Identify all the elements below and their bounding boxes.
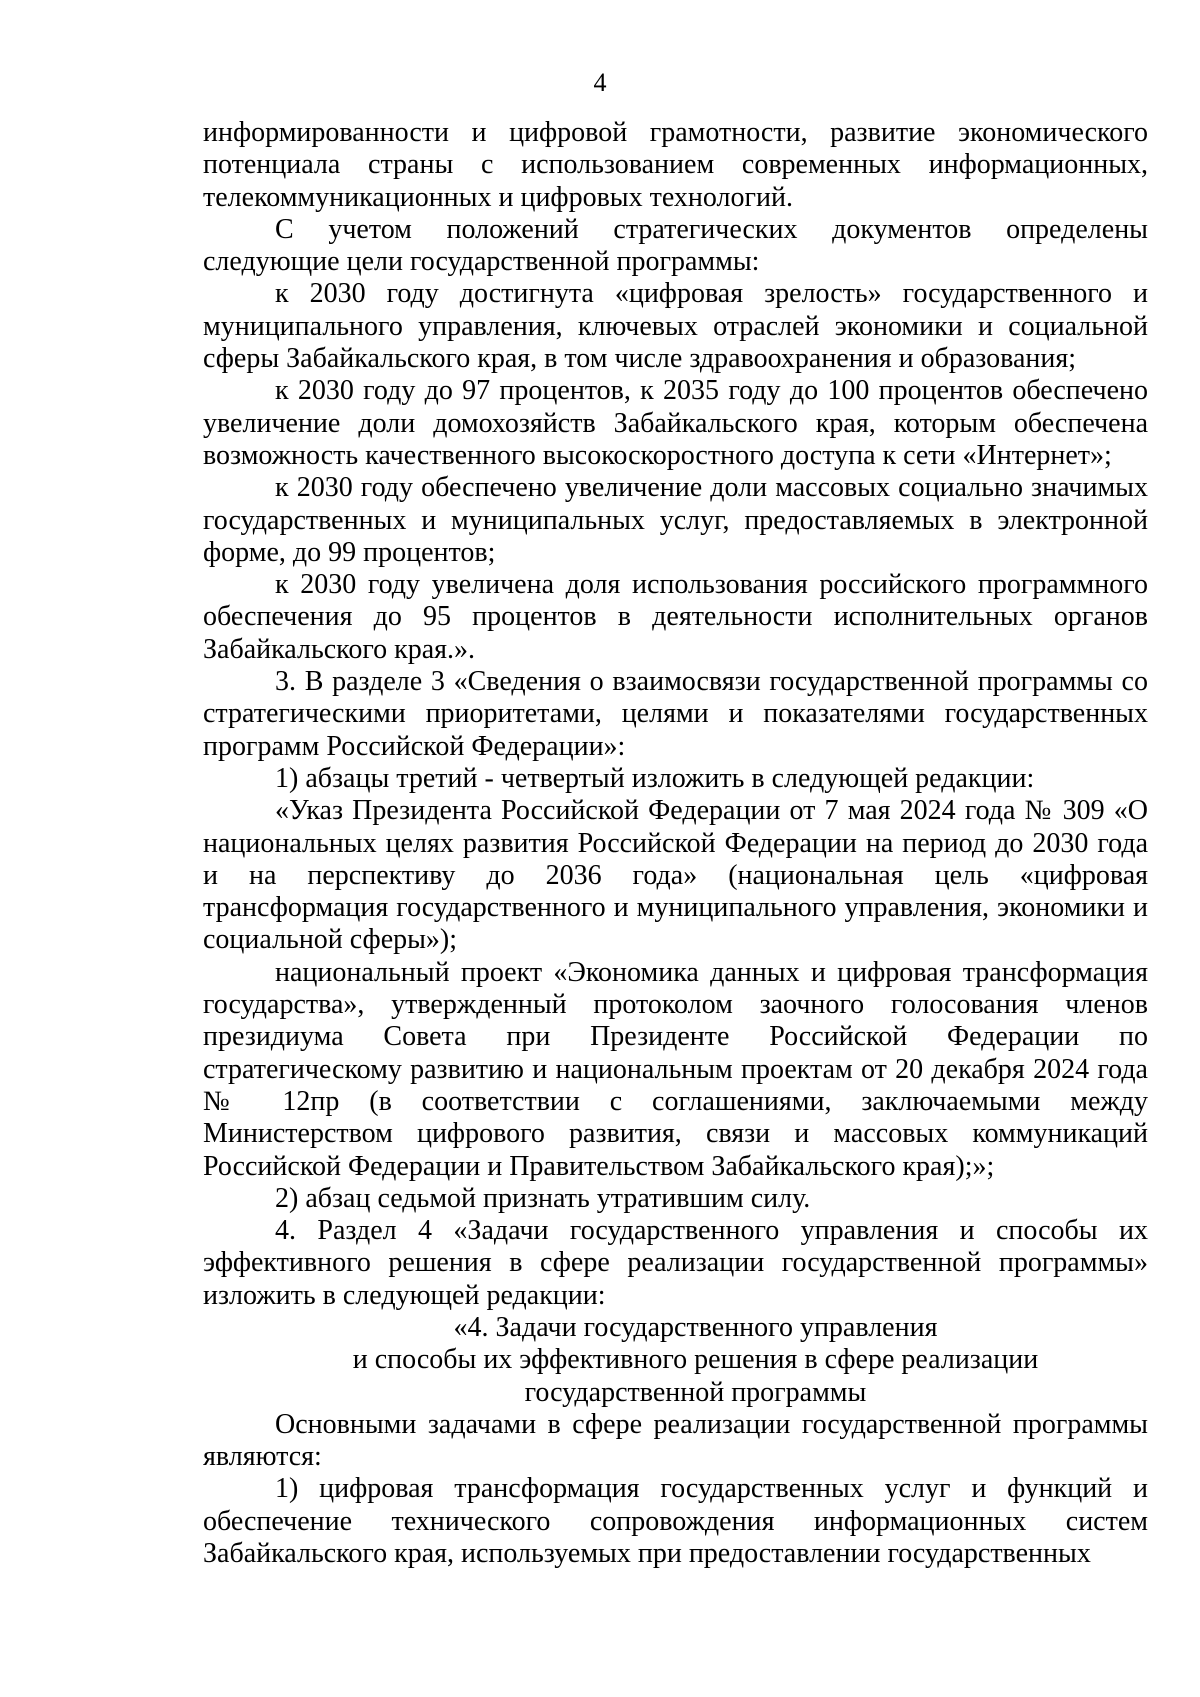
paragraph: к 2030 году обеспечено увеличение доли массовых социально значимых государственных и муниципальных услуг, предоставляемых в электронной форме, до 99 процентов; xyxy=(203,472,1148,568)
section-heading xyxy=(203,1312,1148,1409)
paragraph: 4. Раздел 4 «Задачи государственного управления и способы их эффективного решения в сфере реализации государственной программы» изложить в следующей редакции: xyxy=(203,1215,1148,1311)
section-heading-line: и способы их эффективного решения в сфере реализации xyxy=(352,1344,1039,1376)
paragraph: к 2030 году до 97 процентов, к 2035 году до 100 процентов обеспечено увеличение доли домохозяйств Забайкальского края, которым обеспечена возможность качественного высокоскоростного доступа к сети «Интернет»; xyxy=(203,375,1148,471)
paragraph: С учетом положений стратегических документов определены следующие цели государственной программы: xyxy=(203,213,1148,278)
page-number: 4 xyxy=(593,68,607,97)
section-heading-line: государственной программы xyxy=(524,1376,867,1408)
paragraph: информированности и цифровой грамотности, развитие экономического потенциала страны с использованием современных информационных, телекоммуникационных и цифровых технологий. xyxy=(203,117,1148,213)
paragraph: национальный проект «Экономика данных и цифровая трансформация государства», утвержденный протоколом заочного голосования членов президиума Совета при Президенте Российской Федерации по стратегическому развитию и национальным проектам от 20 декабря 2024 года № 12пр (в соответствии с соглашениями, заключаемыми между Министерством цифрового развития, связи и массовых коммуникаций Российской Федерации и Правительством Забайкальского края);»; xyxy=(203,956,1148,1182)
paragraph: Основными задачами в сфере реализации государственной программы являются: xyxy=(203,1408,1148,1473)
paragraph: «Указ Президента Российской Федерации от 7 мая 2024 года № 309 «О национальных целях развития Российской Федерации на период до 2030 года и на перспективу до 2036 года» (национальная цель «цифровая трансформация государственного и муниципального управления, экономики и социальной сферы»); xyxy=(203,795,1148,956)
document-body xyxy=(203,117,1148,1570)
section-heading-line: «4. Задачи государственного управления xyxy=(453,1311,938,1343)
paragraph: 1) цифровая трансформация государственных услуг и функций и обеспечение технического сопровождения информационных систем Забайкальского края, используемых при предоставлении государственных xyxy=(203,1473,1148,1570)
paragraph: к 2030 году увеличена доля использования российского программного обеспечения до 95 процентов в деятельности исполнительных органов Забайкальского края.». xyxy=(203,569,1148,665)
paragraph: 1) абзацы третий - четвертый изложить в следующей редакции: xyxy=(275,762,1035,794)
paragraph: 3. В разделе 3 «Сведения о взаимосвязи государственной программы со стратегическими приоритетами, целями и показателями государственных программ Российской Федерации»: xyxy=(203,666,1148,762)
paragraph: к 2030 году достигнута «цифровая зрелость» государственного и муниципального управления, ключевых отраслей экономики и социальной сферы Забайкальского края, в том числе здравоохранения и образования; xyxy=(203,278,1148,375)
paragraph: 2) абзац седьмой признать утратившим силу. xyxy=(275,1182,811,1214)
